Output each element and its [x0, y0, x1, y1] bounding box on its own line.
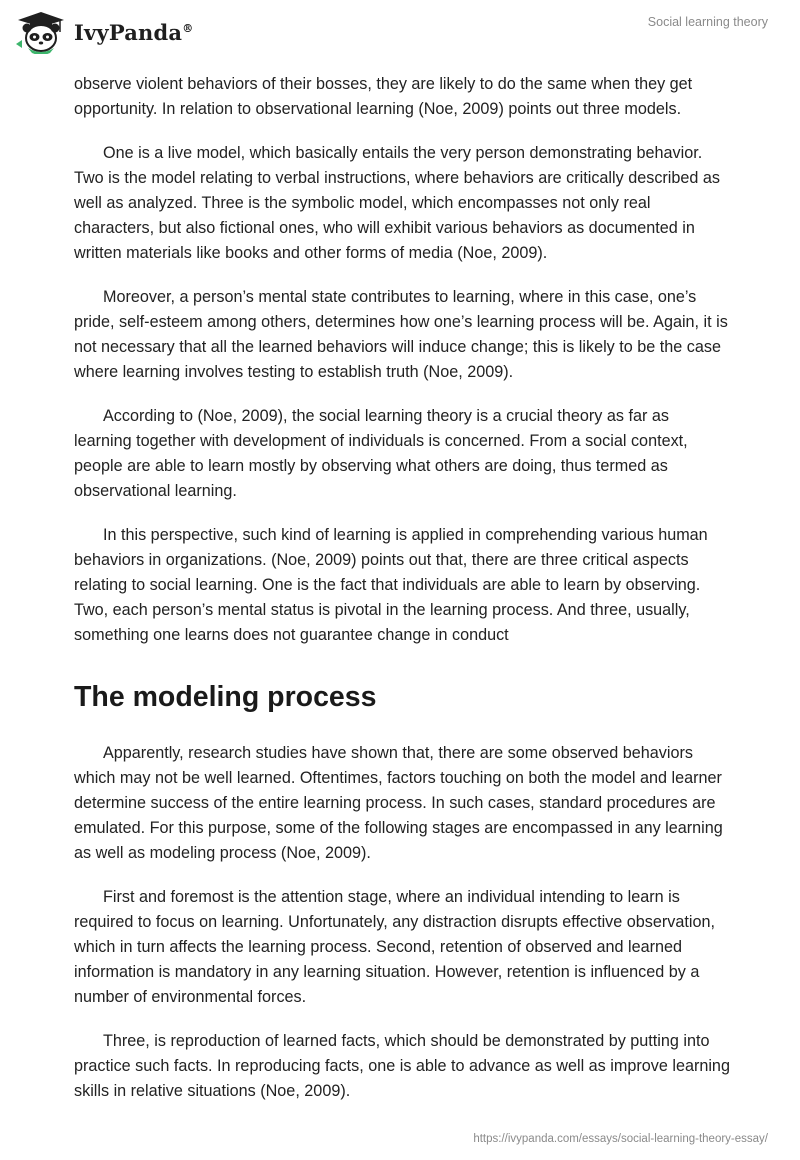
paragraph-models: One is a live model, which basically entails the very person demonstrating behavior. Two is the model relating to verbal instructions, where behaviors are critically described as well as analyzed. Three is the symbolic model, which encompasses not only real characters, but also fictional ones, who will exhibit various behaviors as documented in written materials like books and other forms of media (Noe, 2009). — [74, 144, 720, 262]
document-title: Social learning theory — [647, 15, 768, 29]
paragraph-reproduction: Three, is reproduction of learned facts, which should be demonstrated by putting into practice such facts. In reproducing facts, one is able to advance as well as improve learning skills in relative situations (Noe, 2009). — [74, 1032, 730, 1100]
source-url[interactable]: https://ivypanda.com/essays/social-learning-theory-essay/ — [473, 1133, 768, 1145]
brand-name: IvyPanda® — [74, 19, 194, 45]
paragraph-attention: First and foremost is the attention stage, where an individual intending to learn is required to focus on learning. Unfortunately, any distraction disrupts effective observation, which in turn affects the learning process. Second, retention of observed and learned information is mandatory in any learning situation. However, retention is influenced by a number of environmental forces. — [74, 888, 715, 1006]
section-heading: The modeling process — [74, 681, 377, 713]
paragraph-perspective: In this perspective, such kind of learning is applied in comprehending various human behaviors in organizations. (Noe, 2009) points out that, there are three critical aspects relating to social learning. One is the fact that individuals are able to learn by observing. Two, each person’s mental status is pivotal in the learning process. And three, usually, something one learns does not guarantee change in conduct — [74, 526, 708, 644]
paragraph-social-learning: According to (Noe, 2009), the social learning theory is a crucial theory as far as learning together with development of individuals is concerned. From a social context, people are able to learn mostly by observing what others are doing, thus termed as observational learning. — [74, 407, 688, 500]
essay-content — [74, 72, 730, 1123]
brand-logo[interactable] — [14, 10, 193, 54]
page-header — [0, 0, 800, 70]
paragraph-continued: observe violent behaviors of their bosses, they are likely to do the same when they get opportunity. In relation to observational learning (Noe, 2009) points out three models. — [74, 75, 693, 118]
paragraph-research: Apparently, research studies have shown that, there are some observed behaviors which may not be well learned. Oftentimes, factors touching on both the model and learner determine success of the entire learning process. In such cases, standard procedures are emulated. For this purpose, some of the following stages are encompassed in any learning as well as modeling process (Noe, 2009). — [74, 744, 723, 862]
paragraph-mental-state: Moreover, a person’s mental state contributes to learning, where in this case, one’s pride, self-esteem among others, determines how one’s learning process will be. Again, it is not necessary that all the learned behaviors will induce change; this is likely to be the case where learning involves testing to establish truth (Noe, 2009). — [74, 288, 728, 381]
panda-graduate-icon — [14, 10, 68, 54]
